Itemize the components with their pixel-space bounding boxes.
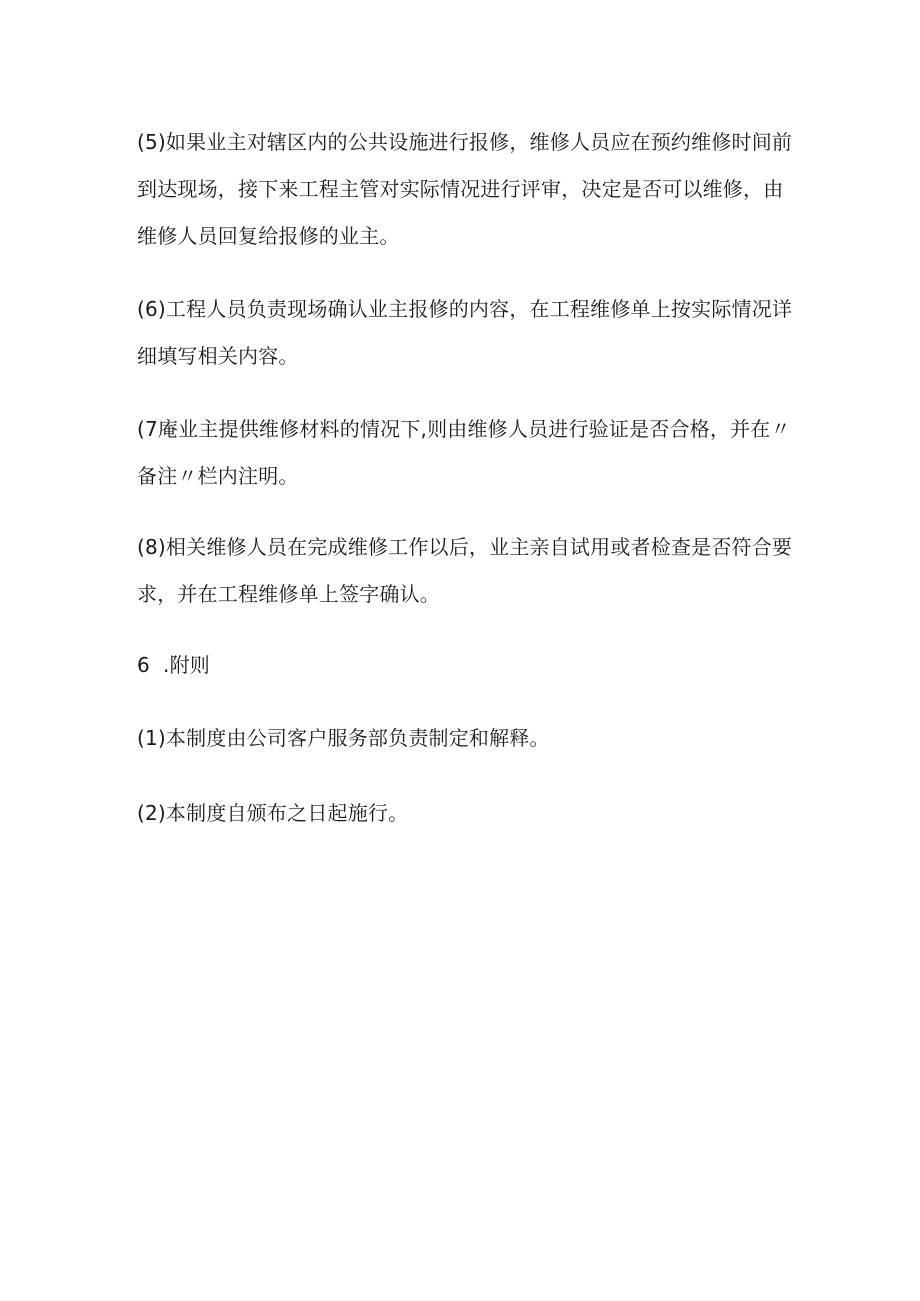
paragraph-line: (7庵业主提供维修材料的情况下,则由维修人员进行验证是否合格，并在〃 (137, 417, 791, 441)
paragraph-7 (137, 406, 797, 500)
paragraph-5 (137, 119, 797, 260)
paragraph-line: (8)相关维修人员在完成维修工作以后，业主亲自试用或者检查是否符合要 (137, 535, 793, 559)
paragraph-line: 求，并在工程维修单上签字确认。 (137, 582, 440, 606)
paragraph-line: 到达现场，接下来工程主管对实际情况进行评审，决定是否可以维修，由 (137, 177, 784, 201)
paragraph-8 (137, 524, 797, 618)
appendix-line: (2)本制度自颁布之日起施行。 (137, 801, 409, 825)
paragraph-line: (6)工程人员负责现场确认业主报修的内容，在工程维修单上按实际情况详 (137, 297, 793, 321)
appendix-item-2 (137, 790, 797, 837)
paragraph-line: 细填写相关内容。 (137, 344, 299, 368)
paragraph-line: (5)如果业主对辖区内的公共设施进行报修，维修人员应在预约维修时间前 (137, 130, 793, 154)
paragraph-line: 维修人员回复给报修的业主。 (137, 224, 400, 248)
appendix-line: (1)本制度由公司客户服务部负责制定和解释。 (137, 726, 550, 750)
paragraph-line: 备注〃栏内注明。 (137, 464, 299, 488)
section-heading (137, 642, 797, 689)
section-heading-text: 6 .附则 (137, 653, 210, 677)
appendix-item-1 (137, 715, 797, 762)
paragraph-6 (137, 286, 797, 380)
